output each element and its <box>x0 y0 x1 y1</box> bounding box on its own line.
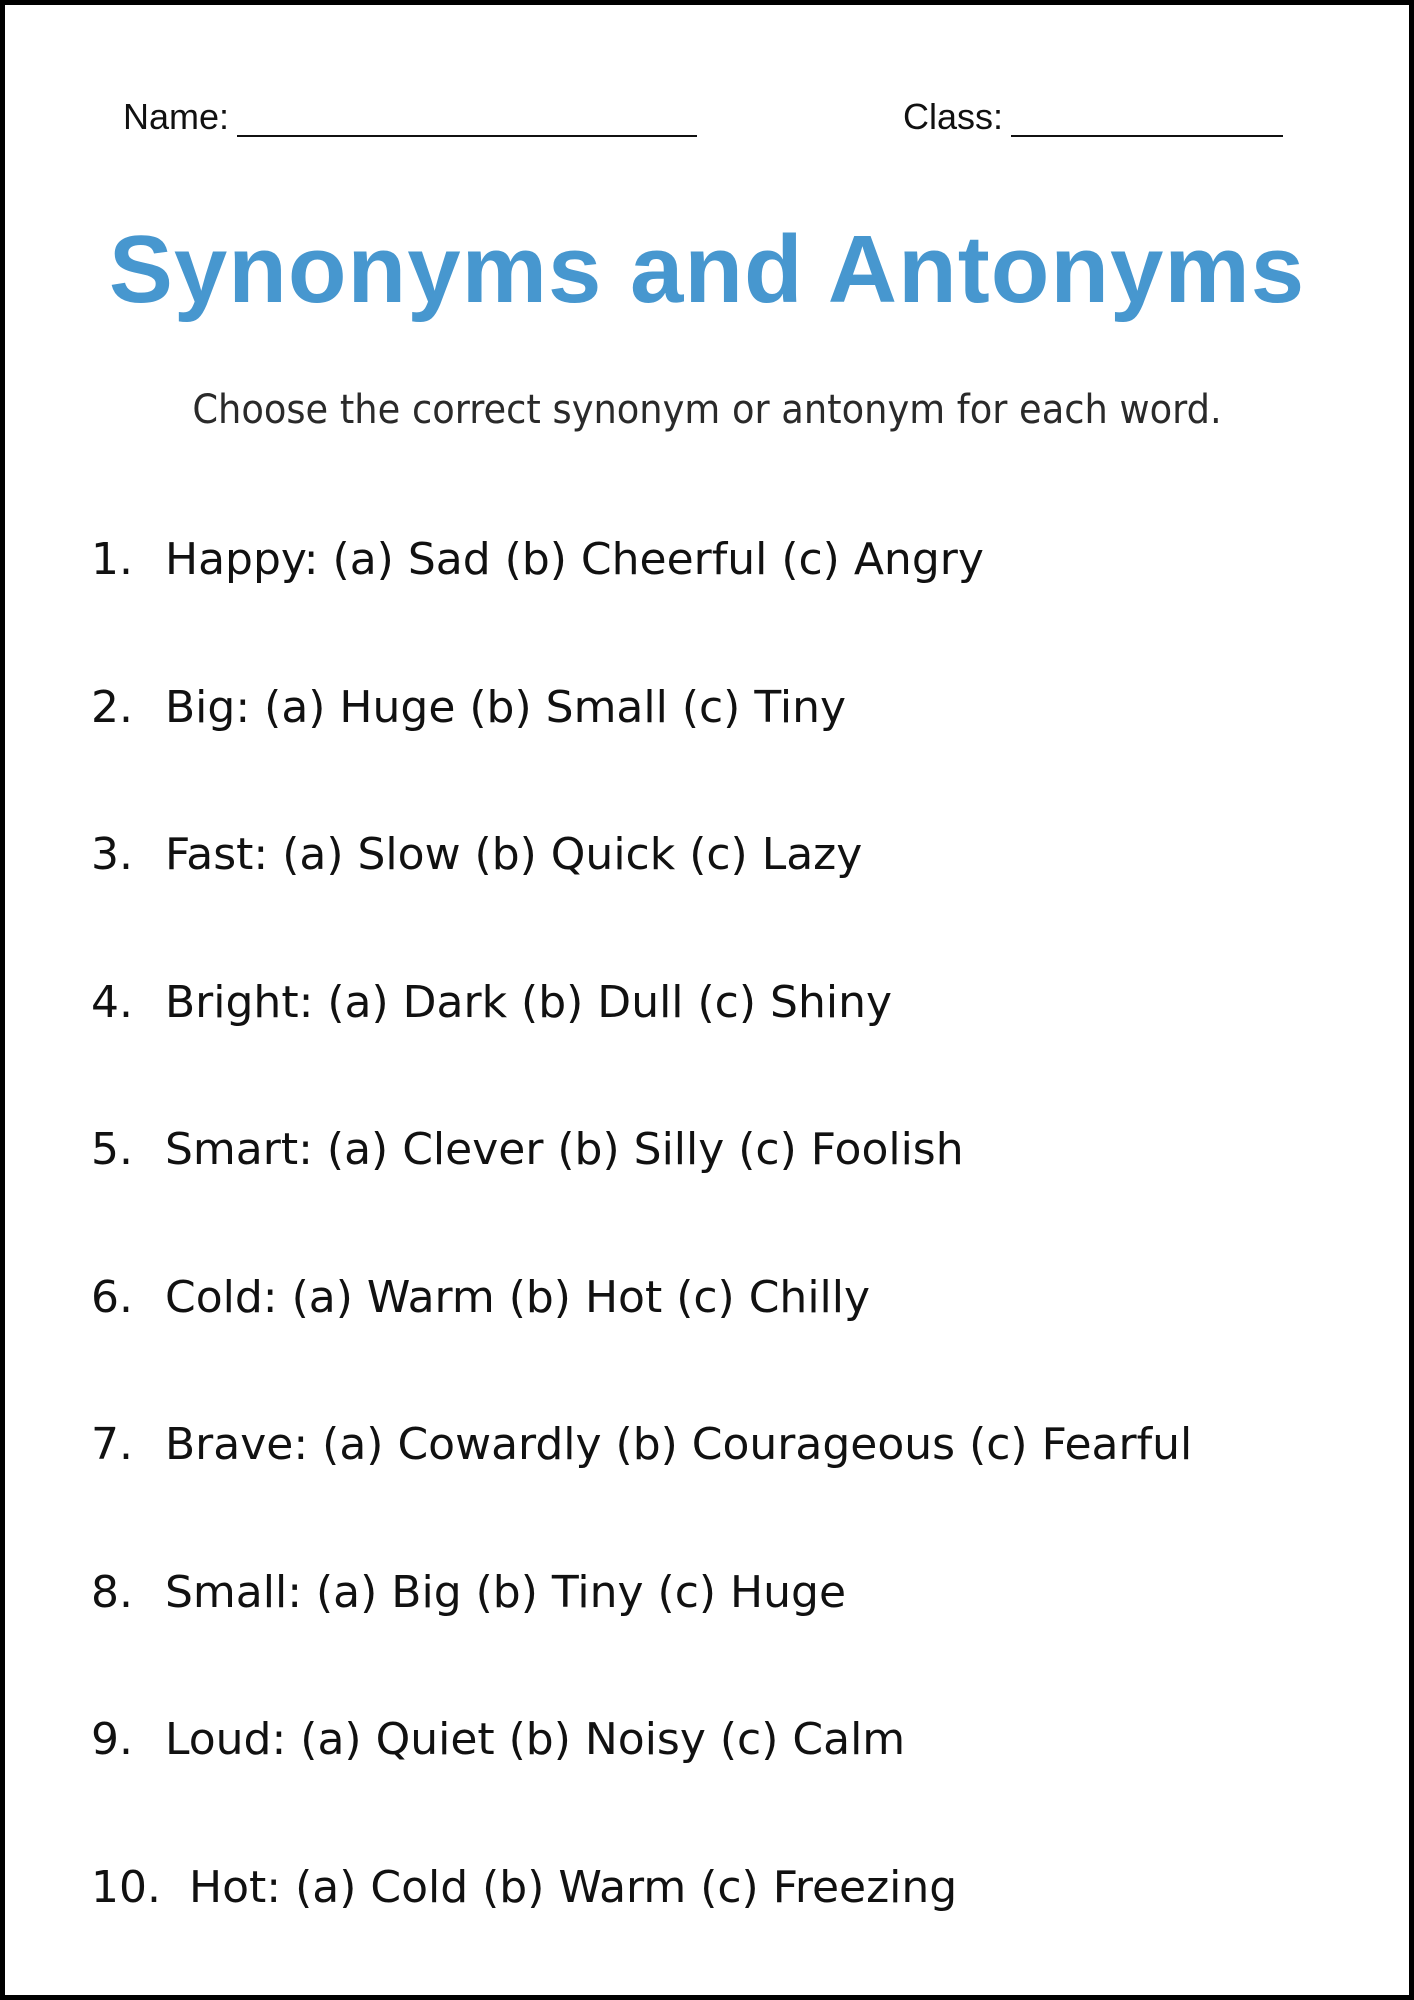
question-text: Fast: (a) Slow (b) Quick (c) Lazy <box>165 829 863 880</box>
class-field <box>903 93 1283 141</box>
question-item <box>91 678 1192 826</box>
question-text: Smart: (a) Clever (b) Silly (c) Foolish <box>165 1124 964 1175</box>
question-number: 8. <box>91 1566 133 1618</box>
question-text: Happy: (a) Sad (b) Cheerful (c) Angry <box>165 534 984 585</box>
question-item <box>91 973 1192 1121</box>
question-text: Cold: (a) Warm (b) Hot (c) Chilly <box>165 1271 871 1323</box>
question-text: Big: (a) Huge (b) Small (c) Tiny <box>165 681 847 733</box>
question-item <box>91 1563 1192 1711</box>
name-blank-line[interactable] <box>237 93 697 137</box>
question-number: 10. <box>91 1861 161 1913</box>
instructions: Choose the correct synonym or antonym for each word. <box>192 387 1222 433</box>
question-text: Hot: (a) Cold (b) Warm (c) Freezing <box>189 1861 958 1913</box>
question-text: Loud: (a) Quiet (b) Noisy (c) Calm <box>165 1714 906 1765</box>
question-item <box>91 1858 1192 2000</box>
question-number: 1. <box>91 534 133 585</box>
student-info-row <box>5 93 1409 143</box>
question-number: 3. <box>91 829 133 880</box>
worksheet-title: Synonyms and Antonyms <box>108 216 1306 323</box>
question-number: 5. <box>91 1124 133 1175</box>
question-text: Brave: (a) Cowardly (b) Courageous (c) Fearful <box>165 1419 1193 1470</box>
question-item <box>91 530 1192 678</box>
question-item <box>91 1415 1192 1563</box>
question-number: 4. <box>91 976 133 1028</box>
question-text: Small: (a) Big (b) Tiny (c) Huge <box>165 1566 847 1618</box>
class-blank-line[interactable] <box>1011 93 1283 137</box>
question-item <box>91 1268 1192 1416</box>
question-number: 7. <box>91 1419 133 1470</box>
name-label: Name: <box>123 96 230 137</box>
question-list <box>91 530 1192 2000</box>
name-field <box>123 93 697 141</box>
question-item <box>91 1120 1192 1268</box>
question-item <box>91 1710 1192 1858</box>
question-item <box>91 825 1192 973</box>
question-number: 2. <box>91 681 133 733</box>
question-text: Bright: (a) Dark (b) Dull (c) Shiny <box>165 976 892 1028</box>
question-number: 9. <box>91 1714 133 1765</box>
class-label: Class: <box>903 96 1004 137</box>
question-number: 6. <box>91 1271 133 1323</box>
